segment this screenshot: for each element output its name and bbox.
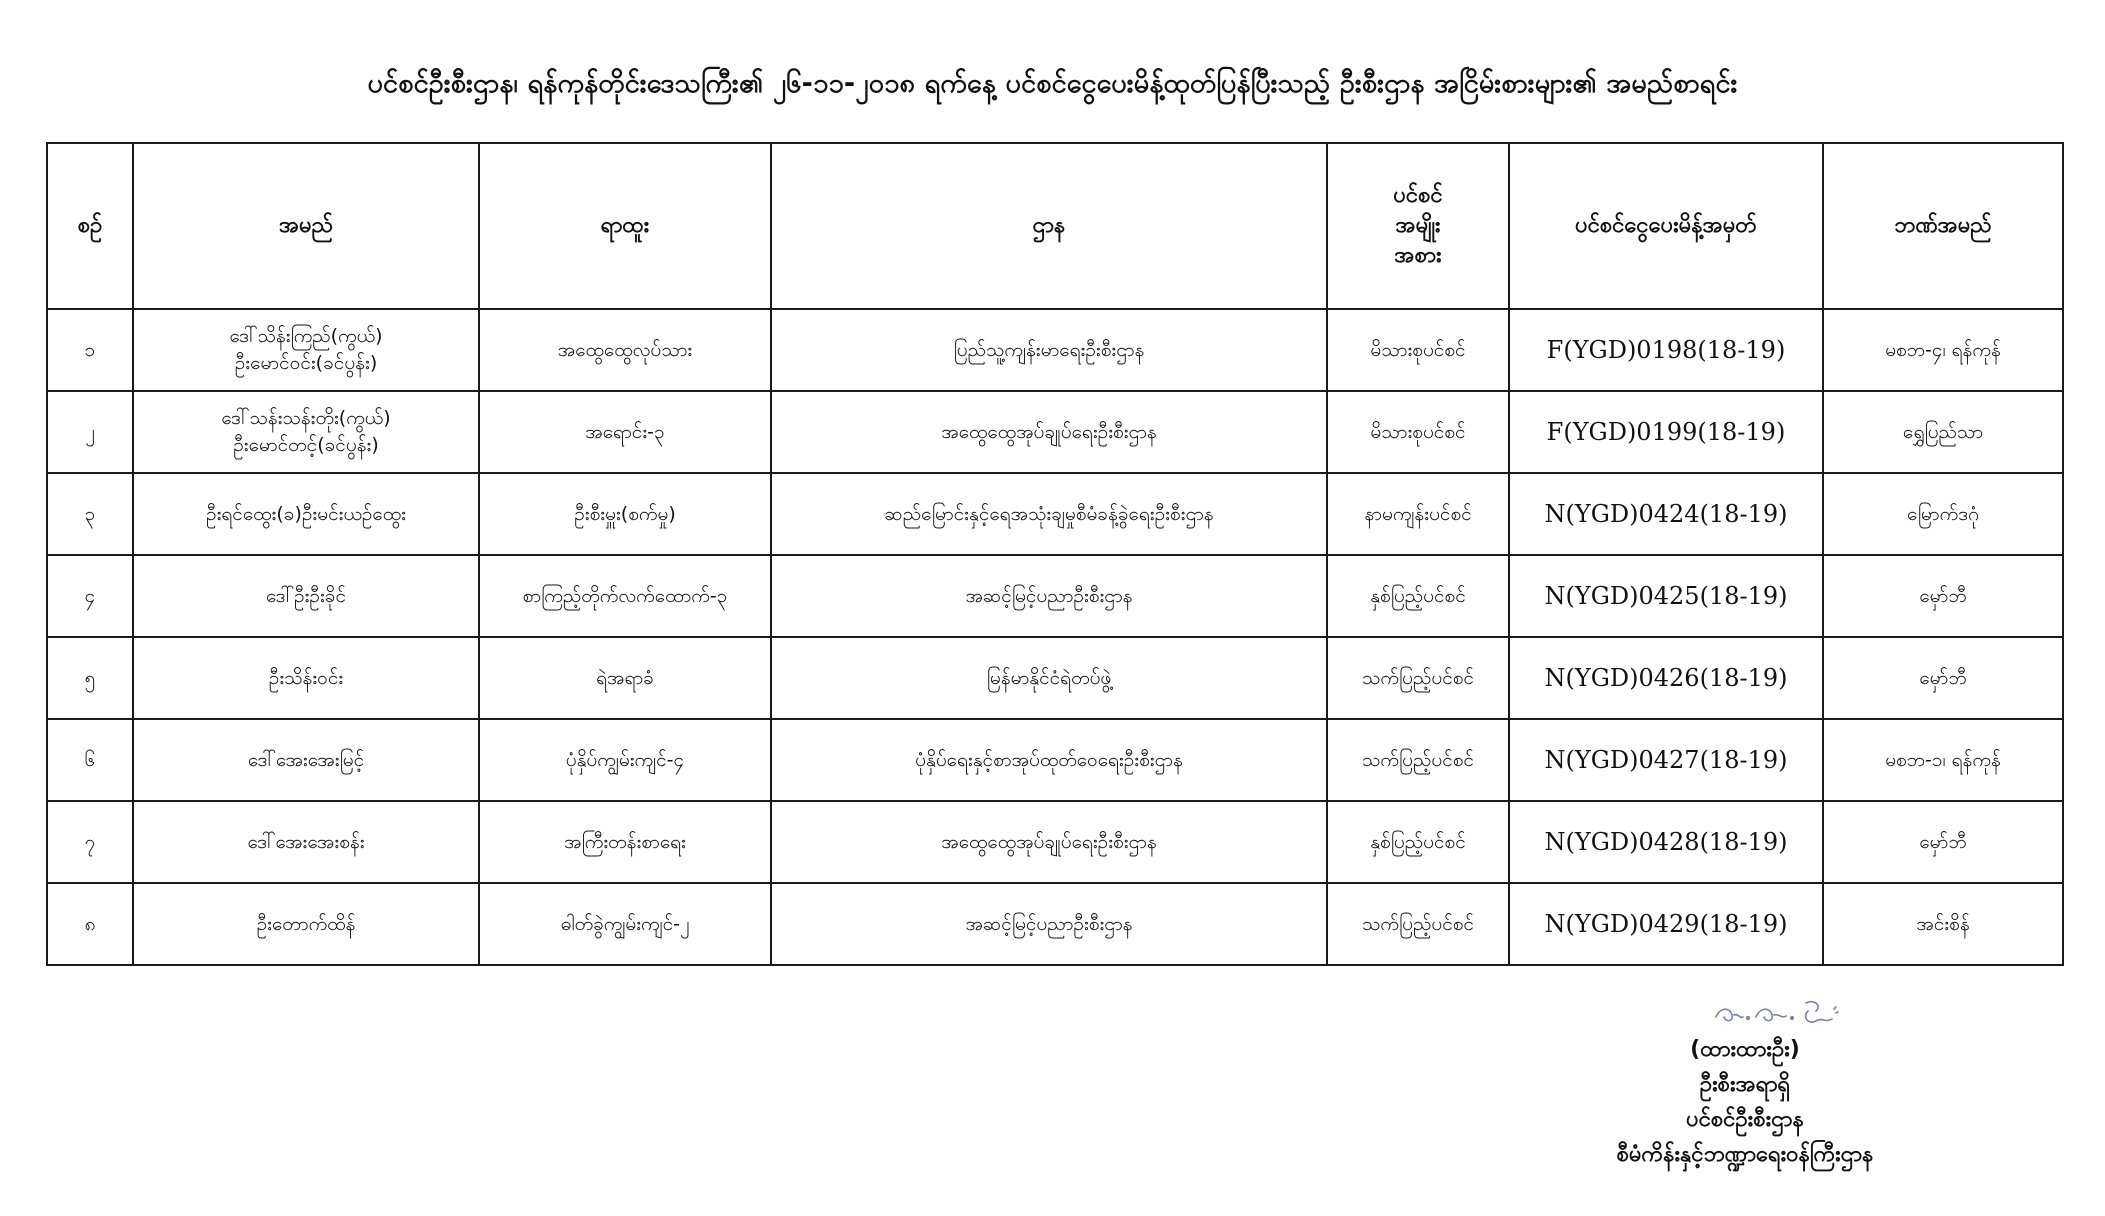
cell-no: ၂ xyxy=(47,391,133,473)
cell-no: ၃ xyxy=(47,473,133,555)
cell-no: ၄ xyxy=(47,555,133,637)
cell-rank: ရဲအရာခံ xyxy=(479,637,771,719)
cell-rank: အရောင်း-၃ xyxy=(479,391,771,473)
header-pension-type xyxy=(1327,143,1509,309)
name-line: ဒေါ်သိန်းကြည်(ကွယ်) xyxy=(229,325,383,347)
name-line: ဦးမောင်ဝင်း(ခင်ပွန်း) xyxy=(234,352,378,374)
cell-name: ဦးသိန်းဝင်း xyxy=(133,637,479,719)
cell-bank: မစဘ-၁၊ ရန်ကုန် xyxy=(1823,719,2063,801)
cell-order-no: N(YGD)0427(18-19) xyxy=(1509,719,1823,801)
cell-name: ဒေါ်ဦးဦးခိုင် xyxy=(133,555,479,637)
cell-bank: အင်းစိန် xyxy=(1823,883,2063,965)
cell-name xyxy=(133,391,479,473)
table-row xyxy=(47,719,2063,801)
cell-no: ၆ xyxy=(47,719,133,801)
signatory-position: ဦးစီးအရာရှိ xyxy=(1699,1072,1791,1097)
header-department: ဌာန xyxy=(771,143,1327,309)
cell-pension-type: နှစ်ပြည့်ပင်စင် xyxy=(1327,801,1509,883)
cell-rank: ဓါတ်ခွဲကျွမ်းကျင်-၂ xyxy=(479,883,771,965)
cell-rank: အထွေထွေလုပ်သား xyxy=(479,309,771,391)
signatory-department: ပင်စင်ဦးစီးဌာန xyxy=(1686,1107,1804,1132)
cell-bank: မြောက်ဒဂုံ xyxy=(1823,473,2063,555)
cell-order-no: N(YGD)0428(18-19) xyxy=(1509,801,1823,883)
cell-bank: ရွှေပြည်သာ xyxy=(1823,391,2063,473)
cell-bank: မှော်ဘီ xyxy=(1823,555,2063,637)
cell-department: အဆင့်မြင့်ပညာဦးစီးဌာန xyxy=(771,555,1327,637)
cell-pension-type: သက်ပြည့်ပင်စင် xyxy=(1327,719,1509,801)
cell-rank: စာကြည့်တိုက်လက်ထောက်-၃ xyxy=(479,555,771,637)
cell-name xyxy=(133,309,479,391)
cell-name: ဒေါ်အေးအေးမြင့် xyxy=(133,719,479,801)
cell-order-no: F(YGD)0198(18-19) xyxy=(1509,309,1823,391)
cell-bank: မှော်ဘီ xyxy=(1823,801,2063,883)
cell-name: ဒေါ်အေးအေးစန်း xyxy=(133,801,479,883)
table-row xyxy=(47,309,2063,391)
cell-no: ၈ xyxy=(47,883,133,965)
signatory-ministry: စီမံကိန်းနှင့်ဘဏ္ဍာရေးဝန်ကြီးဌာန xyxy=(1616,1142,1874,1167)
table-header-row xyxy=(47,143,2063,309)
cell-pension-type: သက်ပြည့်ပင်စင် xyxy=(1327,883,1509,965)
header-rank: ရာထူး xyxy=(479,143,771,309)
cell-order-no: N(YGD)0426(18-19) xyxy=(1509,637,1823,719)
cell-name: ဦးတောက်ထိန် xyxy=(133,883,479,965)
table-row xyxy=(47,391,2063,473)
cell-no: ၁ xyxy=(47,309,133,391)
signature-block xyxy=(1580,1032,1910,1172)
cell-department: မြန်မာနိုင်ငံရဲတပ်ဖွဲ့ xyxy=(771,637,1327,719)
cell-order-no: F(YGD)0199(18-19) xyxy=(1509,391,1823,473)
header-name: အမည် xyxy=(133,143,479,309)
cell-pension-type: မိသားစုပင်စင် xyxy=(1327,309,1509,391)
pension-list-table xyxy=(46,142,2064,966)
header-pension-type-line: အမျိုး xyxy=(1395,213,1441,238)
table-row xyxy=(47,883,2063,965)
cell-department: ဆည်မြောင်းနှင့်ရေအသုံးချမှုစီမံခန့်ခွဲရေးဦးစီးဌာန xyxy=(771,473,1327,555)
cell-rank: ပုံနှိပ်ကျွမ်းကျင်-၄ xyxy=(479,719,771,801)
header-bank: ဘဏ်အမည် xyxy=(1823,143,2063,309)
cell-department: အဆင့်မြင့်ပညာဦးစီးဌာန xyxy=(771,883,1327,965)
document-title: ပင်စင်ဦးစီးဌာန၊ ရန်ကုန်တိုင်းဒေသကြီး၏ ၂၆-၁၁-၂၀၁၈ ရက်နေ့ ပင်စင်ငွေပေးမိန့်ထုတ်ပြန်ပြီးသည့် ဦးစီးဌာန အငြိမ်းစားများ၏ အမည်စာရင်း xyxy=(367,68,1738,99)
cell-rank: အကြီးတန်းစာရေး xyxy=(479,801,771,883)
table-row xyxy=(47,801,2063,883)
header-pension-type-line: ပင်စင် xyxy=(1393,183,1443,208)
header-order-no: ပင်စင်ငွေပေးမိန့်အမှတ် xyxy=(1509,143,1823,309)
cell-department: အထွေထွေအုပ်ချုပ်ရေးဦးစီးဌာန xyxy=(771,391,1327,473)
cell-pension-type: နှစ်ပြည့်ပင်စင် xyxy=(1327,555,1509,637)
cell-no: ၇ xyxy=(47,801,133,883)
cell-name: ဦးရင်ထွေး(ခ)ဦးမင်းယဥ်ထွေး xyxy=(133,473,479,555)
cell-pension-type: သက်ပြည့်ပင်စင် xyxy=(1327,637,1509,719)
cell-rank: ဦးစီးမှူး(စက်မှု) xyxy=(479,473,771,555)
header-no: စဥ် xyxy=(47,143,133,309)
table-row xyxy=(47,555,2063,637)
cell-bank: မှော်ဘီ xyxy=(1823,637,2063,719)
table-row xyxy=(47,473,2063,555)
signatory-name: (ထားထားဦး) xyxy=(1690,1037,1800,1062)
cell-department: အထွေထွေအုပ်ချုပ်ရေးဦးစီးဌာန xyxy=(771,801,1327,883)
cell-department: ပုံနှိပ်ရေးနှင့်စာအုပ်ထုတ်ဝေရေးဦးစီးဌာန xyxy=(771,719,1327,801)
handwritten-signature xyxy=(1712,995,1852,1029)
cell-department: ပြည်သူ့ကျန်းမာရေးဦးစီးဌာန xyxy=(771,309,1327,391)
name-line: ဒေါ်သန်းသန်းတိုး(ကွယ်) xyxy=(221,407,391,429)
name-line: ဦးမောင်တင့်(ခင်ပွန်း) xyxy=(233,434,379,456)
cell-order-no: N(YGD)0429(18-19) xyxy=(1509,883,1823,965)
cell-pension-type: မိသားစုပင်စင် xyxy=(1327,391,1509,473)
cell-order-no: N(YGD)0425(18-19) xyxy=(1509,555,1823,637)
cell-pension-type: နာမကျန်းပင်စင် xyxy=(1327,473,1509,555)
cell-bank: မစဘ-၄၊ ရန်ကုန် xyxy=(1823,309,2063,391)
table-row xyxy=(47,637,2063,719)
cell-no: ၅ xyxy=(47,637,133,719)
cell-order-no: N(YGD)0424(18-19) xyxy=(1509,473,1823,555)
header-pension-type-line: အစား xyxy=(1394,243,1442,268)
